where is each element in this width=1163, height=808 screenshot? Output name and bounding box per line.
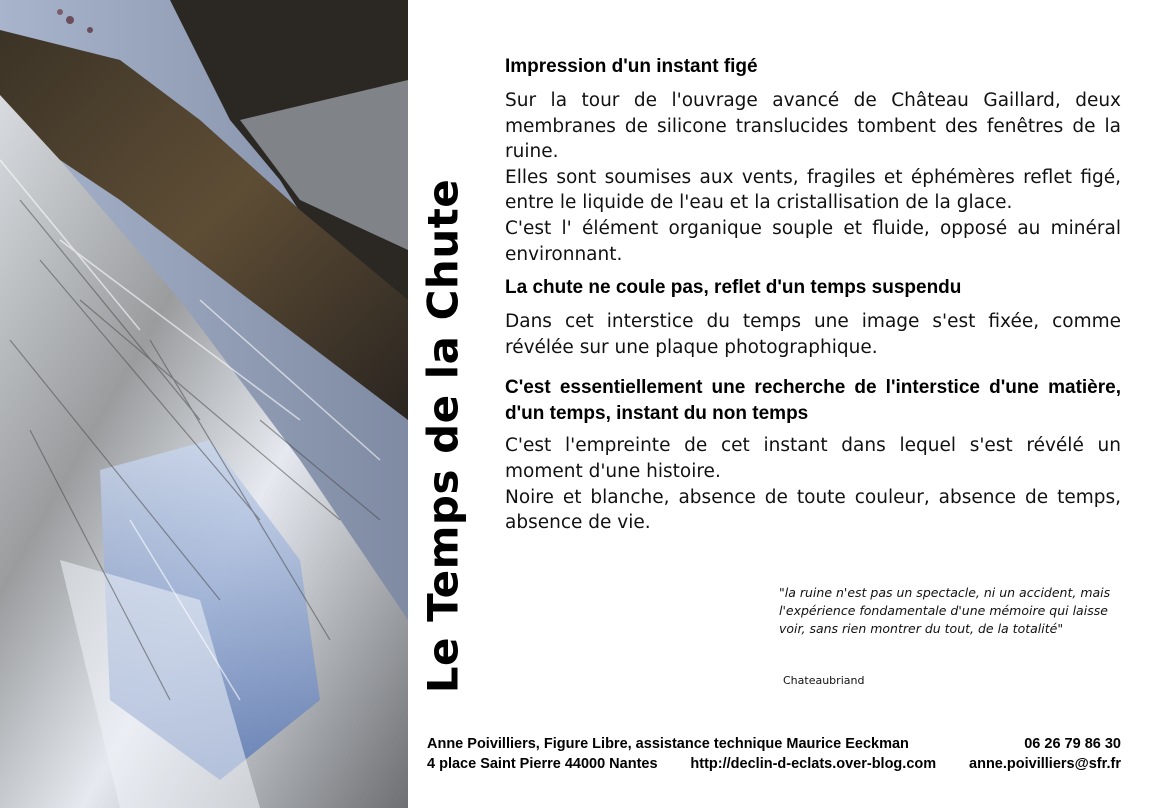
- artwork-photo: [0, 0, 408, 808]
- website-link[interactable]: http://declin-d-eclats.over-blog.com: [690, 756, 937, 772]
- title-column: [408, 0, 478, 808]
- quote-author: Chateaubriand: [783, 674, 865, 687]
- main-text: [505, 54, 1121, 536]
- footer-row-1: [427, 734, 1121, 754]
- paragraph-5: C'est l'empreinte de cet instant dans lequel s'est révélé un moment d'une histoire.: [505, 435, 1121, 482]
- email-link[interactable]: anne.poivilliers@sfr.fr: [969, 756, 1121, 772]
- quote-text: "la ruine n'est pas un spectacle, ni un accident, mais l'expérience fondamentale d'une mémoire qui laisse voir, sans rien montrer du tout, de la totalité": [779, 585, 1111, 636]
- heading-impression: Impression d'un instant figé: [505, 56, 758, 77]
- heading-recherche: C'est essentiellement une recherche de l'interstice d'une matière, d'un temps, instant du non temps: [505, 377, 1121, 425]
- footer: [427, 734, 1121, 774]
- address: 4 place Saint Pierre 44000 Nantes: [427, 756, 658, 772]
- paragraph-4: Dans cet interstice du temps une image s'est fixée, comme révélée sur une plaque photographique.: [505, 311, 1121, 358]
- paragraph-6: Noire et blanche, absence de toute couleur, absence de temps, absence de vie.: [505, 486, 1121, 534]
- paragraph-1: Sur la tour de l'ouvrage avancé de Château Gaillard, deux membranes de silicone translucides tombent des fenêtres de la ruine.: [505, 90, 1121, 163]
- phone-number: 06 26 79 86 30: [1024, 736, 1121, 752]
- paragraph-2: Elles sont soumises aux vents, fragiles et éphémères reflet figé, entre le liquide de l'eau et la cristallisation de la glace.: [505, 166, 1121, 214]
- paragraph-3: C'est l' élément organique souple et fluide, opposé au minéral environnant.: [505, 217, 1121, 265]
- page-title: Le Temps de la Chute: [418, 178, 468, 694]
- credits: Anne Poivilliers, Figure Libre, assistance technique Maurice Eeckman: [427, 736, 909, 752]
- photo-icon: [0, 0, 408, 808]
- footer-row-2: [427, 754, 1121, 774]
- heading-chute: La chute ne coule pas, reflet d'un temps suspendu: [505, 277, 962, 299]
